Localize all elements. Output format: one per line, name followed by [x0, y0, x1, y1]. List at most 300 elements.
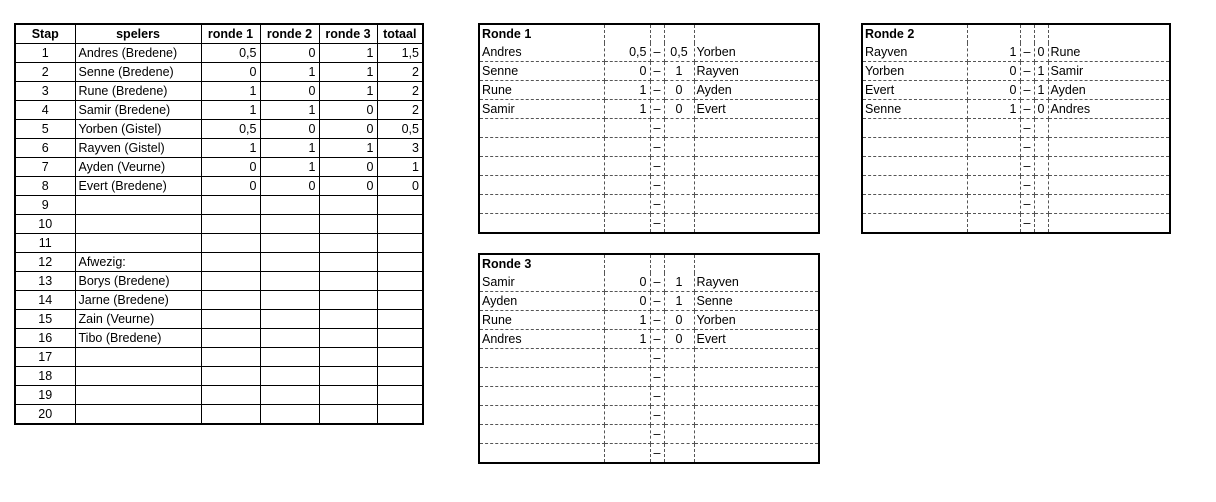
round-1-title: Ronde 1: [479, 24, 604, 43]
ronde-1-cell: [201, 348, 260, 367]
standings-row: [15, 44, 423, 63]
black-player-cell: Evert: [694, 330, 819, 349]
player-cell: [75, 234, 201, 253]
standings-row: [15, 177, 423, 196]
white-player-cell: [479, 387, 604, 406]
separator-cell: –: [1020, 100, 1034, 119]
black-score-cell: [664, 387, 694, 406]
header-ronde-2: ronde 2: [260, 24, 319, 44]
pairing-row: [862, 176, 1170, 195]
black-player-cell: [694, 425, 819, 444]
separator-cell: –: [1020, 176, 1034, 195]
pairing-row: [862, 62, 1170, 81]
totaal-cell: 1,5: [377, 44, 423, 63]
ronde-2-cell: 0: [260, 82, 319, 101]
standings-row: [15, 291, 423, 310]
white-score-cell: 1: [604, 311, 650, 330]
pairing-row: [479, 425, 819, 444]
totaal-cell: 2: [377, 101, 423, 120]
white-player-cell: Senne: [862, 100, 967, 119]
standings-row: [15, 253, 423, 272]
black-score-cell: [1034, 214, 1048, 234]
white-score-cell: [967, 195, 1020, 214]
white-player-cell: Senne: [479, 62, 604, 81]
rank-cell: 2: [15, 63, 75, 82]
rank-cell: 8: [15, 177, 75, 196]
ronde-2-cell: [260, 310, 319, 329]
rank-cell: 9: [15, 196, 75, 215]
header-ronde-1: ronde 1: [201, 24, 260, 44]
white-score-cell: [967, 214, 1020, 234]
black-score-cell: 1: [1034, 81, 1048, 100]
separator-cell: –: [650, 444, 664, 464]
white-score-cell: 0,5: [604, 43, 650, 62]
ronde-3-cell: 0: [319, 177, 377, 196]
black-score-cell: 0: [664, 81, 694, 100]
player-cell: [75, 405, 201, 425]
standings-row: [15, 139, 423, 158]
ronde-1-cell: [201, 234, 260, 253]
ronde-2-cell: [260, 329, 319, 348]
ronde-3-cell: 1: [319, 139, 377, 158]
ronde-2-cell: [260, 348, 319, 367]
black-player-cell: [694, 387, 819, 406]
white-player-cell: [479, 425, 604, 444]
black-score-cell: 1: [664, 273, 694, 292]
ronde-2-cell: 0: [260, 44, 319, 63]
white-player-cell: [862, 214, 967, 234]
white-score-cell: [604, 195, 650, 214]
white-player-cell: Evert: [862, 81, 967, 100]
pairing-row: [862, 157, 1170, 176]
black-score-cell: 0: [664, 330, 694, 349]
ronde-3-cell: 1: [319, 63, 377, 82]
black-player-cell: [694, 157, 819, 176]
pairing-row: [862, 100, 1170, 119]
black-score-cell: 0: [664, 311, 694, 330]
pairing-row: [479, 157, 819, 176]
ronde-2-cell: [260, 405, 319, 425]
totaal-cell: [377, 253, 423, 272]
rank-cell: 18: [15, 367, 75, 386]
pairing-row: [479, 81, 819, 100]
rank-cell: 11: [15, 234, 75, 253]
black-player-cell: [694, 214, 819, 234]
ronde-2-cell: [260, 234, 319, 253]
black-score-cell: [1034, 176, 1048, 195]
totaal-cell: 1: [377, 158, 423, 177]
pairing-row: [479, 387, 819, 406]
pairing-row: [479, 138, 819, 157]
black-score-cell: [664, 119, 694, 138]
rank-cell: 4: [15, 101, 75, 120]
round-1-pairings: [479, 43, 819, 233]
totaal-cell: [377, 310, 423, 329]
ronde-2-cell: [260, 215, 319, 234]
black-player-cell: [694, 349, 819, 368]
standings-row: [15, 196, 423, 215]
black-player-cell: [1048, 157, 1170, 176]
black-player-cell: [1048, 138, 1170, 157]
header-stap: Stap: [15, 24, 75, 44]
player-cell: Rayven (Gistel): [75, 139, 201, 158]
white-score-cell: 0: [967, 62, 1020, 81]
ronde-3-cell: [319, 291, 377, 310]
round-title-row: [479, 254, 819, 273]
ronde-2-cell: [260, 386, 319, 405]
white-score-cell: 0: [604, 62, 650, 81]
header-totaal: totaal: [377, 24, 423, 44]
white-player-cell: [479, 406, 604, 425]
rank-cell: 14: [15, 291, 75, 310]
rank-cell: 15: [15, 310, 75, 329]
pairing-row: [479, 444, 819, 464]
white-score-cell: 1: [604, 81, 650, 100]
black-player-cell: Yorben: [694, 311, 819, 330]
ronde-1-cell: 0: [201, 177, 260, 196]
ronde-3-cell: 1: [319, 82, 377, 101]
player-cell: Jarne (Bredene): [75, 291, 201, 310]
separator-cell: –: [650, 425, 664, 444]
totaal-cell: [377, 386, 423, 405]
pairing-row: [479, 100, 819, 119]
ronde-1-cell: [201, 196, 260, 215]
white-player-cell: Rune: [479, 81, 604, 100]
white-player-cell: Yorben: [862, 62, 967, 81]
pairing-row: [862, 43, 1170, 62]
ronde-2-cell: 0: [260, 120, 319, 139]
standings-row: [15, 234, 423, 253]
white-player-cell: Andres: [479, 43, 604, 62]
pairing-row: [479, 273, 819, 292]
round-title-row: [862, 24, 1170, 43]
black-player-cell: Senne: [694, 292, 819, 311]
ronde-3-cell: [319, 253, 377, 272]
ronde-1-cell: 1: [201, 101, 260, 120]
black-player-cell: Rune: [1048, 43, 1170, 62]
round-title-row: [479, 24, 819, 43]
ronde-3-cell: [319, 196, 377, 215]
ronde-3-cell: [319, 234, 377, 253]
separator-cell: –: [1020, 81, 1034, 100]
separator-cell: –: [650, 138, 664, 157]
totaal-cell: 2: [377, 63, 423, 82]
totaal-cell: [377, 234, 423, 253]
separator-cell: –: [650, 100, 664, 119]
black-score-cell: 0,5: [664, 43, 694, 62]
white-player-cell: Samir: [479, 273, 604, 292]
rank-cell: 5: [15, 120, 75, 139]
totaal-cell: 2: [377, 82, 423, 101]
ronde-1-cell: [201, 291, 260, 310]
header-spelers: spelers: [75, 24, 201, 44]
pairing-row: [479, 43, 819, 62]
player-cell: [75, 348, 201, 367]
black-score-cell: 0: [1034, 100, 1048, 119]
player-cell: Yorben (Gistel): [75, 120, 201, 139]
ronde-1-cell: [201, 215, 260, 234]
player-cell: Zain (Veurne): [75, 310, 201, 329]
pairing-row: [479, 195, 819, 214]
ronde-1-cell: 0: [201, 63, 260, 82]
ronde-1-cell: 0: [201, 158, 260, 177]
player-cell: Afwezig:: [75, 253, 201, 272]
separator-cell: –: [650, 349, 664, 368]
totaal-cell: [377, 329, 423, 348]
ronde-1-cell: [201, 253, 260, 272]
white-player-cell: [479, 349, 604, 368]
ronde-1-cell: 1: [201, 139, 260, 158]
ronde-3-cell: [319, 348, 377, 367]
totaal-cell: [377, 272, 423, 291]
white-player-cell: [862, 157, 967, 176]
player-cell: [75, 386, 201, 405]
white-score-cell: [604, 349, 650, 368]
separator-cell: –: [650, 43, 664, 62]
white-player-cell: [862, 138, 967, 157]
black-player-cell: [694, 176, 819, 195]
separator-cell: –: [650, 81, 664, 100]
black-player-cell: [694, 406, 819, 425]
white-score-cell: [604, 406, 650, 425]
separator-cell: –: [650, 406, 664, 425]
black-player-cell: [1048, 119, 1170, 138]
black-player-cell: [694, 138, 819, 157]
white-player-cell: Rayven: [862, 43, 967, 62]
white-player-cell: Rune: [479, 311, 604, 330]
ronde-2-cell: [260, 196, 319, 215]
black-score-cell: 0: [1034, 43, 1048, 62]
black-player-cell: Evert: [694, 100, 819, 119]
totaal-cell: 0: [377, 177, 423, 196]
white-player-cell: [479, 119, 604, 138]
black-player-cell: Rayven: [694, 273, 819, 292]
ronde-3-cell: 1: [319, 44, 377, 63]
totaal-cell: 3: [377, 139, 423, 158]
black-player-cell: [1048, 195, 1170, 214]
white-player-cell: [479, 138, 604, 157]
standings-row: [15, 63, 423, 82]
white-score-cell: [604, 157, 650, 176]
standings-row: [15, 158, 423, 177]
black-score-cell: [664, 214, 694, 234]
pairing-row: [479, 406, 819, 425]
black-score-cell: [664, 138, 694, 157]
pairing-row: [479, 214, 819, 234]
white-score-cell: [604, 214, 650, 234]
white-player-cell: Andres: [479, 330, 604, 349]
black-score-cell: [664, 195, 694, 214]
black-player-cell: Ayden: [1048, 81, 1170, 100]
ronde-3-cell: [319, 310, 377, 329]
ronde-3-cell: 0: [319, 101, 377, 120]
separator-cell: –: [650, 368, 664, 387]
white-player-cell: [862, 176, 967, 195]
separator-cell: –: [1020, 157, 1034, 176]
ronde-3-cell: [319, 329, 377, 348]
standings-row: [15, 386, 423, 405]
player-cell: Evert (Bredene): [75, 177, 201, 196]
black-score-cell: [664, 406, 694, 425]
separator-cell: –: [650, 176, 664, 195]
ronde-2-cell: 1: [260, 158, 319, 177]
ronde-1-cell: 0,5: [201, 120, 260, 139]
ronde-1-cell: [201, 405, 260, 425]
standings-row: [15, 101, 423, 120]
white-player-cell: [479, 444, 604, 464]
pairing-row: [862, 81, 1170, 100]
totaal-cell: [377, 405, 423, 425]
pairing-row: [862, 138, 1170, 157]
ronde-3-cell: [319, 272, 377, 291]
black-player-cell: [694, 444, 819, 464]
ronde-3-cell: 0: [319, 158, 377, 177]
black-score-cell: 1: [664, 62, 694, 81]
separator-cell: –: [650, 330, 664, 349]
black-player-cell: [1048, 176, 1170, 195]
pairing-row: [479, 176, 819, 195]
player-cell: Ayden (Veurne): [75, 158, 201, 177]
player-cell: Borys (Bredene): [75, 272, 201, 291]
white-score-cell: [604, 368, 650, 387]
standings-row: [15, 272, 423, 291]
round-3-pairings: [479, 273, 819, 463]
black-player-cell: Yorben: [694, 43, 819, 62]
white-score-cell: [604, 176, 650, 195]
ronde-2-cell: [260, 291, 319, 310]
ronde-1-cell: [201, 329, 260, 348]
separator-cell: –: [650, 273, 664, 292]
white-score-cell: [604, 425, 650, 444]
pairing-row: [479, 119, 819, 138]
ronde-2-cell: 1: [260, 63, 319, 82]
ronde-2-cell: 1: [260, 101, 319, 120]
separator-cell: –: [650, 119, 664, 138]
ronde-1-cell: 0,5: [201, 44, 260, 63]
player-cell: Tibo (Bredene): [75, 329, 201, 348]
white-player-cell: Ayden: [479, 292, 604, 311]
rank-cell: 12: [15, 253, 75, 272]
white-player-cell: [479, 214, 604, 234]
black-score-cell: 0: [664, 100, 694, 119]
standings-row: [15, 367, 423, 386]
black-score-cell: [1034, 195, 1048, 214]
pairing-row: [479, 349, 819, 368]
ronde-3-cell: [319, 367, 377, 386]
white-score-cell: 1: [604, 330, 650, 349]
white-score-cell: [604, 444, 650, 464]
rank-cell: 1: [15, 44, 75, 63]
standings-row: [15, 348, 423, 367]
white-score-cell: 0: [604, 292, 650, 311]
ronde-1-cell: [201, 386, 260, 405]
black-score-cell: 1: [1034, 62, 1048, 81]
pairing-row: [479, 330, 819, 349]
white-player-cell: [479, 368, 604, 387]
black-player-cell: [1048, 214, 1170, 234]
white-score-cell: [604, 119, 650, 138]
separator-cell: –: [650, 387, 664, 406]
ronde-2-cell: [260, 367, 319, 386]
totaal-cell: [377, 291, 423, 310]
round-3-title: Ronde 3: [479, 254, 604, 273]
white-player-cell: [479, 195, 604, 214]
black-score-cell: [664, 349, 694, 368]
white-player-cell: [479, 176, 604, 195]
separator-cell: –: [650, 311, 664, 330]
white-score-cell: 1: [967, 43, 1020, 62]
rank-cell: 16: [15, 329, 75, 348]
pairing-row: [862, 119, 1170, 138]
black-score-cell: [1034, 138, 1048, 157]
standings-header-row: [15, 24, 423, 44]
totaal-cell: 0,5: [377, 120, 423, 139]
white-score-cell: [967, 138, 1020, 157]
rank-cell: 10: [15, 215, 75, 234]
separator-cell: –: [1020, 43, 1034, 62]
black-score-cell: [664, 444, 694, 464]
ronde-1-cell: [201, 310, 260, 329]
separator-cell: –: [650, 62, 664, 81]
rank-cell: 19: [15, 386, 75, 405]
standings-row: [15, 405, 423, 425]
round-2-pairings: [862, 43, 1170, 233]
standings-row: [15, 215, 423, 234]
separator-cell: –: [650, 292, 664, 311]
ronde-1-cell: [201, 367, 260, 386]
black-player-cell: [694, 195, 819, 214]
player-cell: [75, 196, 201, 215]
round-2-title: Ronde 2: [862, 24, 967, 43]
standings-row: [15, 310, 423, 329]
player-cell: Samir (Bredene): [75, 101, 201, 120]
ronde-2-cell: [260, 253, 319, 272]
separator-cell: –: [1020, 195, 1034, 214]
white-score-cell: [967, 176, 1020, 195]
totaal-cell: [377, 367, 423, 386]
rank-cell: 7: [15, 158, 75, 177]
black-player-cell: Andres: [1048, 100, 1170, 119]
totaal-cell: [377, 215, 423, 234]
player-cell: [75, 367, 201, 386]
white-score-cell: 0: [604, 273, 650, 292]
white-score-cell: [967, 157, 1020, 176]
white-score-cell: 1: [604, 100, 650, 119]
white-score-cell: 0: [967, 81, 1020, 100]
ronde-3-cell: [319, 405, 377, 425]
header-ronde-3: ronde 3: [319, 24, 377, 44]
ronde-3-cell: [319, 386, 377, 405]
pairing-row: [862, 195, 1170, 214]
black-score-cell: [664, 425, 694, 444]
rank-cell: 20: [15, 405, 75, 425]
ronde-3-cell: [319, 215, 377, 234]
separator-cell: –: [650, 157, 664, 176]
totaal-cell: [377, 196, 423, 215]
white-score-cell: [967, 119, 1020, 138]
white-player-cell: Samir: [479, 100, 604, 119]
standings-table: [14, 23, 424, 425]
player-cell: [75, 215, 201, 234]
white-player-cell: [479, 157, 604, 176]
black-score-cell: [1034, 157, 1048, 176]
pairing-row: [479, 62, 819, 81]
player-cell: Rune (Bredene): [75, 82, 201, 101]
white-score-cell: [604, 387, 650, 406]
black-score-cell: [664, 368, 694, 387]
black-player-cell: [694, 368, 819, 387]
separator-cell: –: [1020, 214, 1034, 234]
